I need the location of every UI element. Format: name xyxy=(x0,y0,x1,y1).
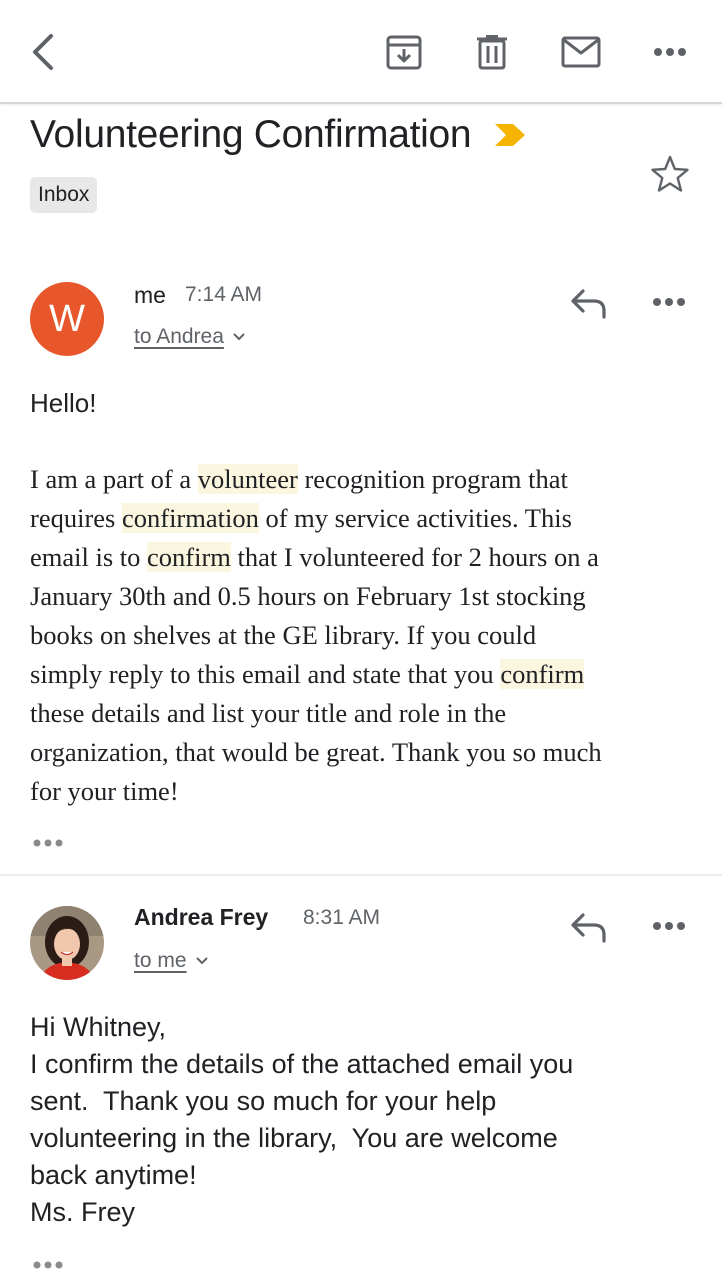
body-line: Hi Whitney, xyxy=(30,1012,167,1042)
top-toolbar xyxy=(0,0,722,104)
back-button[interactable] xyxy=(22,30,62,74)
reply-icon xyxy=(570,912,608,944)
show-trimmed-content-button[interactable] xyxy=(32,836,66,850)
more-horiz-icon xyxy=(652,921,686,931)
more-horiz-icon xyxy=(32,837,64,849)
highlighted-term: volunteer xyxy=(197,464,298,494)
message-time: 7:14 AM xyxy=(185,283,263,306)
mark-unread-button[interactable] xyxy=(560,34,602,70)
body-line xyxy=(30,538,700,577)
body-line: Ms. Frey xyxy=(30,1197,135,1227)
body-text: email is to xyxy=(30,542,148,572)
avatar-letter: W xyxy=(49,297,85,340)
message-more-button[interactable] xyxy=(652,294,688,314)
body-line: books on shelves at the GE library. If you could xyxy=(30,620,537,650)
recipient-line: to me xyxy=(134,949,187,972)
more-options-button[interactable] xyxy=(650,40,690,64)
recipient-line: to Andrea xyxy=(134,325,224,348)
recipient-details-toggle[interactable] xyxy=(134,949,209,973)
body-text: requires xyxy=(30,503,122,533)
body-line: I confirm the details of the attached email you xyxy=(30,1049,574,1079)
sender-avatar[interactable] xyxy=(30,906,104,980)
arrow-back-icon xyxy=(27,32,57,72)
body-line xyxy=(30,499,700,538)
subject-title: Volunteering Confirmation xyxy=(30,113,472,156)
sender-avatar[interactable] xyxy=(30,282,104,356)
message-divider xyxy=(0,874,722,876)
body-line: volunteering in the library, You are welcome xyxy=(30,1123,558,1153)
body-line: back anytime! xyxy=(30,1160,197,1190)
reply-icon xyxy=(570,288,608,320)
highlighted-term: confirmation xyxy=(121,503,259,533)
message-body xyxy=(30,460,700,811)
archive-icon xyxy=(386,34,422,70)
star-icon[interactable] xyxy=(650,154,690,194)
body-line: organization, that would be great. Thank you so much xyxy=(30,737,602,767)
highlighted-term: confirm xyxy=(147,542,231,572)
reply-button[interactable] xyxy=(570,288,610,322)
body-text: of my service activities. This xyxy=(258,503,572,533)
body-text: recognition program that xyxy=(297,464,568,494)
body-text: that I volunteered for 2 hours on a xyxy=(230,542,599,572)
body-text: I am a part of a xyxy=(30,464,198,494)
profile-photo-icon xyxy=(30,906,104,980)
body-text: simply reply to this email and state that you xyxy=(30,659,501,689)
mail-icon xyxy=(561,36,601,68)
body-line: for your time! xyxy=(30,776,179,806)
reply-button[interactable] xyxy=(570,912,610,946)
body-line: these details and list your title and role in the xyxy=(30,698,507,728)
message-greeting: Hello! xyxy=(30,388,97,418)
chevron-down-icon xyxy=(195,956,209,966)
sender-name: me xyxy=(134,282,166,308)
body-line xyxy=(30,460,700,499)
message-more-button[interactable] xyxy=(652,918,688,938)
message-time: 8:31 AM xyxy=(303,906,381,929)
subject-row xyxy=(30,108,527,162)
sender-name: Andrea Frey xyxy=(134,904,269,930)
delete-button[interactable] xyxy=(472,32,512,72)
inbox-label-chip[interactable]: Inbox xyxy=(30,177,97,213)
show-trimmed-content-button[interactable] xyxy=(32,1258,66,1272)
highlighted-term: confirm xyxy=(500,659,585,689)
body-line: sent. Thank you so much for your help xyxy=(30,1086,497,1116)
trash-icon xyxy=(476,34,508,70)
important-marker-icon[interactable] xyxy=(493,122,527,148)
chevron-down-icon xyxy=(232,332,246,342)
more-horiz-icon xyxy=(32,1259,64,1271)
more-horiz-icon xyxy=(652,297,686,307)
body-line: January 30th and 0.5 hours on February 1st stocking xyxy=(30,581,586,611)
more-horiz-icon xyxy=(653,47,687,57)
recipient-details-toggle[interactable] xyxy=(134,325,246,349)
archive-button[interactable] xyxy=(383,32,425,72)
body-line xyxy=(30,655,700,694)
message-body xyxy=(30,1009,700,1231)
